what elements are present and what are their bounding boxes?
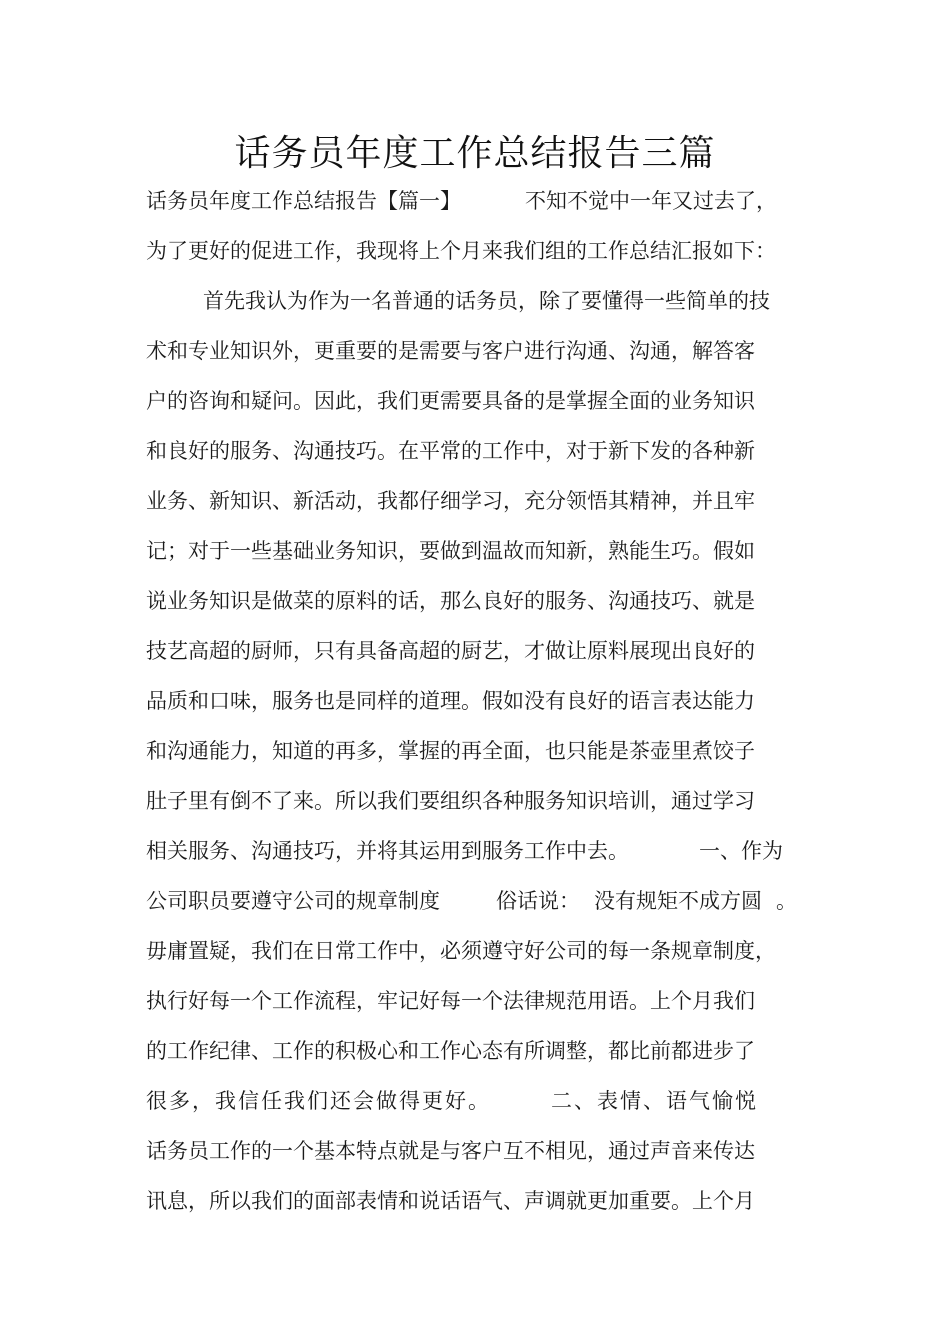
document-title: 话务员年度工作总结报告三篇 <box>234 133 716 174</box>
text-run: 肚子里有倒不了来。所以我们要组织各种服务知识培训，通过学习 <box>146 789 755 813</box>
body-line <box>146 186 826 216</box>
body-line <box>146 586 826 616</box>
text-run: 术和专业知识外，更重要的是需要与客户进行沟通、沟通，解答客 <box>146 339 755 363</box>
body-line <box>146 1136 826 1166</box>
text-run: 话务员工作的一个基本特点就是与客户互不相见，通过声音来传达 <box>146 1139 755 1163</box>
body-line <box>146 336 826 366</box>
body-line <box>146 886 826 916</box>
text-run: 技艺高超的厨师，只有具备高超的厨艺，才做让原料展现出良好的 <box>146 639 755 663</box>
section-heading: 话务员年度工作总结报告【篇一】 <box>146 189 461 213</box>
body-line <box>146 736 826 766</box>
text-run: 和良好的服务、沟通技巧。在平常的工作中，对于新下发的各种新 <box>146 439 755 463</box>
text-run: 户的咨询和疑问。因此，我们更需要具备的是掌握全面的业务知识 <box>146 389 755 413</box>
text-run: 讯息，所以我们的面部表情和说话语气、声调就更加重要。上个月 <box>146 1189 755 1213</box>
section-heading: 一、作为 <box>699 839 783 863</box>
body-line <box>146 386 826 416</box>
text-run: 俗话说： <box>496 889 580 913</box>
body-line <box>146 836 826 866</box>
text-run: 毋庸置疑，我们在日常工作中，必须遵守好公司的每一条规章制度， <box>146 939 776 963</box>
body-line <box>146 436 826 466</box>
text-run: 首先我认为作为一名普通的话务员，除了要懂得一些简单的技 <box>203 289 770 313</box>
body-line <box>146 1186 826 1216</box>
text-run: 业务、新知识、新活动，我都仔细学习，充分领悟其精神，并且牢 <box>146 489 755 513</box>
body-line <box>146 786 826 816</box>
text-run: 不知不觉中一年又过去了， <box>525 189 777 213</box>
body-line <box>146 1036 826 1066</box>
text-run: 记；对于一些基础业务知识，要做到温故而知新，熟能生巧。假如 <box>146 539 755 563</box>
section-heading: 公司职员要遵守公司的规章制度 <box>146 889 440 913</box>
body-line <box>146 936 826 966</box>
text-run: 很多，我信任我们还会做得更好。 <box>146 1089 491 1113</box>
body-line <box>146 486 826 516</box>
body-line <box>146 686 826 716</box>
text-run: 说业务知识是做菜的原料的话，那么良好的服务、沟通技巧、就是 <box>146 589 755 613</box>
body-line <box>146 986 826 1016</box>
body-line <box>146 236 826 266</box>
body-line <box>146 536 826 566</box>
text-run: 相关服务、沟通技巧，并将其运用到服务工作中去。 <box>146 839 629 863</box>
text-run: 执行好每一个工作流程，牢记好每一个法律规范用语。上个月我们 <box>146 989 755 1013</box>
section-heading: 二、表情、语气愉悦 <box>551 1089 758 1113</box>
text-run: 的工作纪律、工作的积极心和工作心态有所调整，都比前都进步了 <box>146 1039 755 1063</box>
body-line <box>146 636 826 666</box>
text-run: 为了更好的促进工作，我现将上个月来我们组的工作总结汇报如下： <box>146 239 776 263</box>
text-run: 品质和口味，服务也是同样的道理。假如没有良好的语言表达能力 <box>146 689 755 713</box>
text-run: 。 <box>776 889 797 913</box>
text-run: 没有规矩不成方圆 <box>594 889 762 913</box>
text-run: 和沟通能力，知道的再多，掌握的再全面，也只能是茶壶里煮饺子 <box>146 739 755 763</box>
body-line <box>146 1086 826 1116</box>
body-line <box>203 286 883 316</box>
